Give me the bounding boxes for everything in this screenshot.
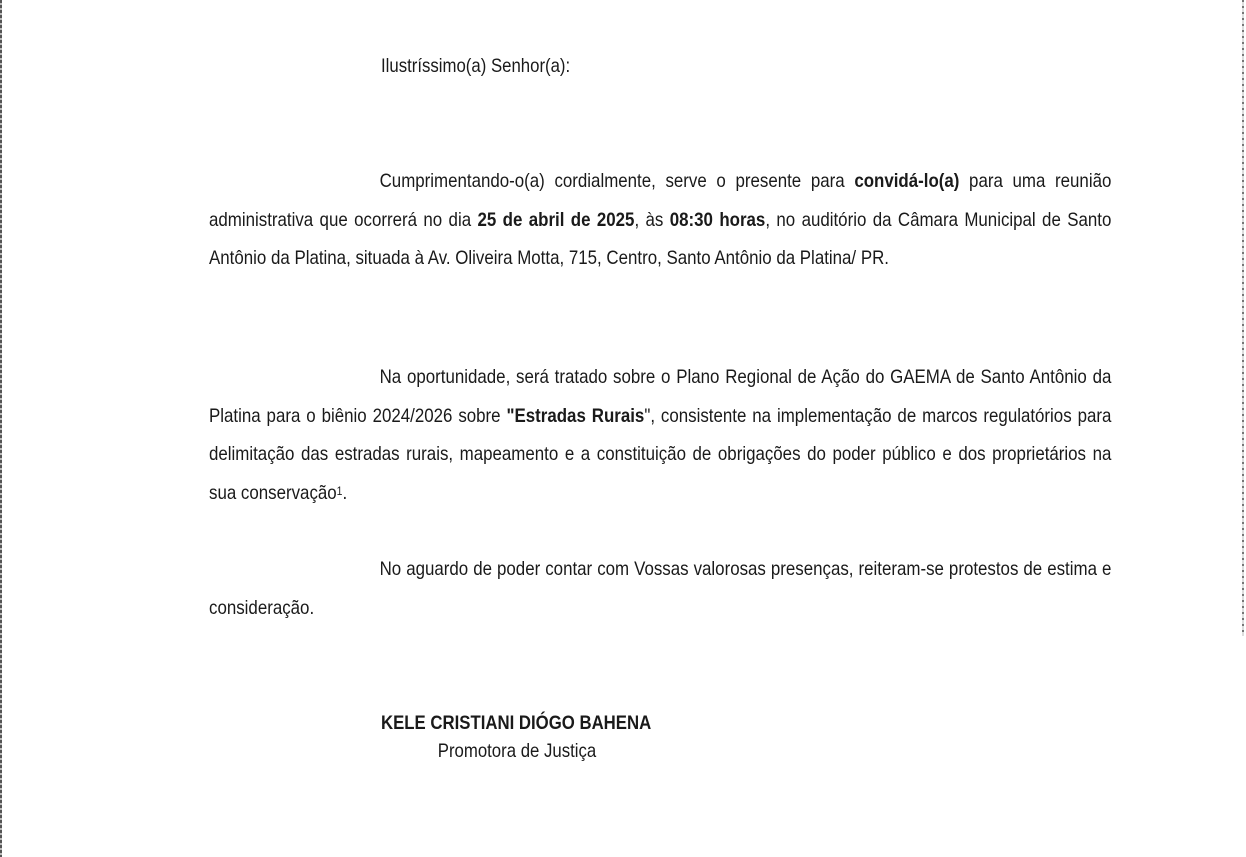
paragraph-invitation-text-3: , às xyxy=(634,208,670,231)
page-scan-edge-right xyxy=(1242,0,1244,636)
paragraph-topic-text-3: . xyxy=(342,482,348,505)
signatory-role: Promotora de Justiça xyxy=(437,740,597,762)
letter-greeting: Ilustríssimo(a) Senhor(a): xyxy=(381,55,571,77)
meeting-date: 25 de abril de 2025 xyxy=(477,208,635,231)
paragraph-topic-text-1: Na oportunidade, será tratado sobre o Plano Regional de Ação do GAEMA de Santo Antônio da Platina para o biênio 2024/2026 sobre xyxy=(209,366,1112,427)
paragraph-closing: No aguardo de poder contar com Vossas valorosas presenças, reiteram-se protestos de estima e consideração. xyxy=(209,558,1112,619)
paragraph-invitation xyxy=(209,162,1111,278)
paragraph-invitation-text-4: , no auditório da Câmara Municipal de Santo Antônio da Platina, situada à Av. Oliveira Motta, 715, Centro, Santo Antônio da Platina/ PR. xyxy=(209,208,1112,270)
invite-emphasis: convidá-lo(a) xyxy=(854,170,960,192)
paragraph-topic-text-2: ", consistente na implementação de marcos regulatórios para delimitação das estradas rurais, mapeamento e a constituição de obrigações do poder público e dos proprietários na sua conservação xyxy=(209,404,1112,505)
paragraph-invitation-text-2: para uma reunião administrativa que ocorrerá no dia xyxy=(209,170,1112,231)
signature-block xyxy=(381,708,651,763)
paragraph-invitation-text-1: Cumprimentando-o(a) cordialmente, serve o presente para xyxy=(379,170,855,192)
meeting-time: 08:30 horas xyxy=(669,208,766,231)
signatory-name: KELE CRISTIANI DIÓGO BAHENA xyxy=(381,712,652,734)
topic-title: "Estradas Rurais xyxy=(506,404,645,427)
footnote-reference: 1 xyxy=(336,484,343,499)
page-scan-edge-left xyxy=(0,0,2,857)
paragraph-topic xyxy=(209,358,1111,513)
